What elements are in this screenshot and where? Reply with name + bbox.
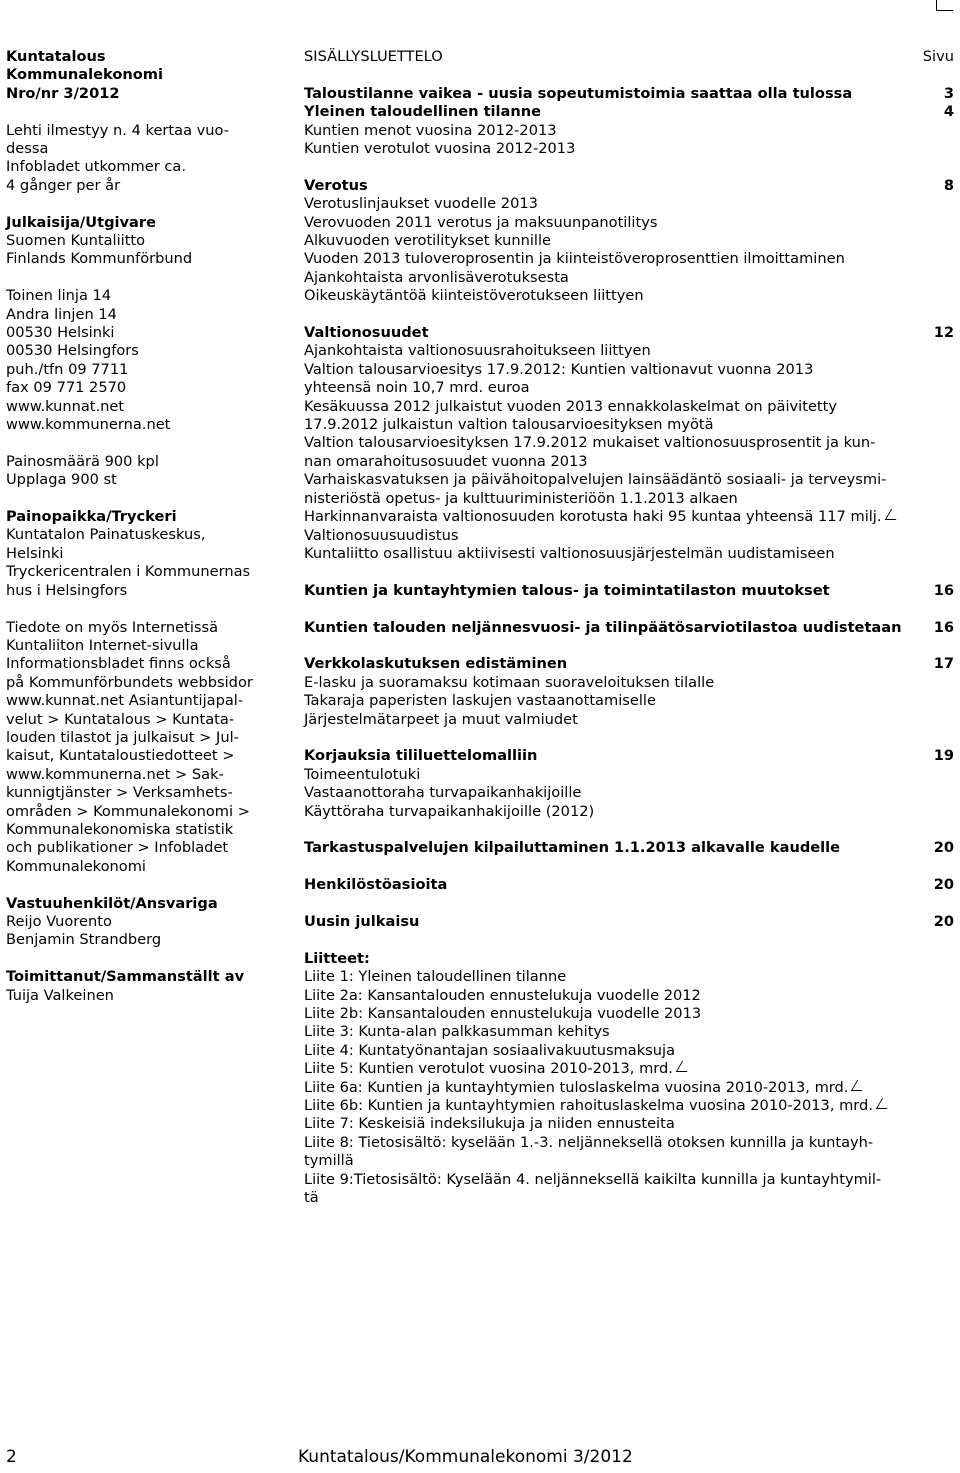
section-title-text: Liitteet: <box>304 949 370 967</box>
toc-item: Harkinnanvaraista valtionosuuden korotusta haki 95 kuntaa yhteensä 117 milj. <box>304 508 954 526</box>
toc-item: Oikeuskäytäntöä kiinteistöverotukseen liittyen <box>304 287 644 305</box>
toc-item: Liite 2b: Kansantalouden ennustelukuja vuodelle 2013 <box>304 1004 702 1022</box>
toc-item: Liite 3: Kunta-alan palkkasumman kehitys <box>304 1023 610 1041</box>
toc-item: nisteriöstä opetus- ja kulttuuriministeriöön 1.1.2013 alkaen <box>304 489 738 507</box>
toc-item: Vuoden 2013 tuloveroprosentin ja kiinteistöveroprosenttien ilmoittaminen <box>304 250 845 268</box>
spacer <box>304 158 954 176</box>
section-page-number: 8 <box>943 176 954 194</box>
toc-item: Liite 9:Tietosisältö: Kyselään 4. neljänneksellä kaikilta kunnilla ja kuntayhtymil- <box>304 1170 882 1188</box>
section-title-text: Henkilöstöasioita <box>304 876 448 894</box>
toc-item: Valtionosuusuudistus <box>304 526 459 544</box>
section-title-text: Kuntien talouden neljännesvuosi- ja tilinpäätösarviotilastoa uudistetaan <box>304 618 902 636</box>
spacer <box>304 931 954 949</box>
toc-section <box>304 582 954 619</box>
toc-item: tymillä <box>304 1152 354 1170</box>
masthead-column <box>6 48 284 1005</box>
toc-section-title[interactable] <box>304 582 954 600</box>
toc-item: yhteensä noin 10,7 mrd. euroa <box>304 379 530 397</box>
section-title-text: Yleinen taloudellinen tilanne <box>304 103 542 121</box>
section-title-text: Korjauksia tililuettelomalliin <box>304 747 538 765</box>
printer-heading: Painopaikka/Tryckeri <box>6 508 177 526</box>
website-link[interactable]: www.kommunerna.net <box>6 416 171 434</box>
toc-section-title[interactable] <box>304 655 954 673</box>
toc-item: Liite 6b: Kuntien ja kuntayhtymien rahoituslaskelma vuosina 2010-2013, mrd. <box>304 1097 954 1115</box>
compiled-by: Tuija Valkeinen <box>6 986 114 1004</box>
section-page-number: 3 <box>943 84 954 102</box>
toc-item: Ajankohtaista valtionosuusrahoitukseen liittyen <box>304 342 651 360</box>
internet-info: Tiedote on myös Internetissä Kuntaliiton Internet-sivulla Informationsbladet finns också på Kommunförbundets webbsidor www.kunnat.net Asiantuntijapal- velut > Kuntatalous > Kuntata- louden tilastot ja julkaisut > Jul- kaisut, Kuntataloustiedotteet > www.kommunerna.net > Sak- kunnigtjänster > Verksamhets- områden > Kommunalekonomi > Kommunalekonomiska statistik och publikationer > Infobladet Kommunalekonomi <box>6 618 253 875</box>
toc-section <box>304 85 954 103</box>
section-title-text: Tarkastuspalvelujen kilpailuttaminen 1.1.2013 alkavalle kaudelle <box>304 839 841 857</box>
section-page-number: 20 <box>933 876 954 894</box>
section-title-text: Verotus <box>304 176 368 194</box>
toc-item: Valtion talousarvioesitys 17.9.2012: Kuntien valtionavut vuonna 2013 <box>304 360 814 378</box>
toc-section <box>304 876 954 913</box>
toc-item: Käyttöraha turvapaikanhakijoille (2012) <box>304 802 595 820</box>
toc-item: Verovuoden 2011 verotus ja maksuunpanotilitys <box>304 213 658 231</box>
spacer <box>304 895 954 913</box>
toc-item: Kuntien menot vuosina 2012-2013 <box>304 121 557 139</box>
toc-item: Liite 4: Kuntatyönantajan sosiaalivakuutusmaksuja <box>304 1041 676 1059</box>
toc-item: Liite 8: Tietosisältö: kyselään 1.-3. neljänneksellä otoksen kunnilla ja kuntayh- <box>304 1133 874 1151</box>
spacer <box>304 729 954 747</box>
toc-section <box>304 747 954 839</box>
toc-item: Toimeentulotuki <box>304 765 421 783</box>
spacer <box>304 306 954 324</box>
toc-section <box>304 655 954 747</box>
toc-heading: SISÄLLYSLUETTELO <box>304 48 443 65</box>
publication-frequency: Lehti ilmestyy n. 4 kertaa vuo- dessa Infobladet utkommer ca. 4 gånger per år <box>6 121 230 194</box>
toc-section <box>304 619 954 656</box>
responsible-persons: Reijo Vuorento Benjamin Strandberg <box>6 912 162 949</box>
toc-item: Liite 2a: Kansantalouden ennustelukuja vuodelle 2012 <box>304 986 701 1004</box>
toc-section-title[interactable] <box>304 85 954 103</box>
toc-section-title[interactable] <box>304 103 954 121</box>
toc-section-title[interactable] <box>304 324 954 342</box>
spacer <box>304 600 954 618</box>
toc-section-title[interactable] <box>304 747 954 765</box>
compiled-heading: Toimittanut/Sammanställt av <box>6 968 245 986</box>
toc-item: Valtion talousarvioesityksen 17.9.2012 mukaiset valtionosuusprosentit ja kun- <box>304 434 876 452</box>
toc-item: Kuntaliitto osallistuu aktiivisesti valtionosuusjärjestelmän uudistamiseen <box>304 544 835 562</box>
toc-section <box>304 177 954 324</box>
toc-section <box>304 103 954 177</box>
toc-section-title[interactable] <box>304 839 954 857</box>
spacer <box>304 858 954 876</box>
toc-item: Liite 1: Yleinen taloudellinen tilanne <box>304 968 567 986</box>
toc-item: Liite 6a: Kuntien ja kuntayhtymien tuloslaskelma vuosina 2010-2013, mrd. <box>304 1079 954 1097</box>
section-title-text: Taloustilanne vaikea - uusia sopeutumistoimia saattaa olla tulossa <box>304 84 853 102</box>
table-of-contents <box>304 48 954 1207</box>
page-number: 2 <box>6 1447 17 1467</box>
toc-item: Liite 5: Kuntien verotulot vuosina 2010-2013, mrd. <box>304 1060 954 1078</box>
section-title-text: Valtionosuudet <box>304 324 429 342</box>
toc-section-title[interactable] <box>304 619 954 637</box>
toc-section-title[interactable] <box>304 950 954 968</box>
spacer <box>304 821 954 839</box>
crop-mark <box>936 0 953 11</box>
toc-section-title[interactable] <box>304 876 954 894</box>
section-title-text: Verkkolaskutuksen edistäminen <box>304 655 568 673</box>
section-page-number: 16 <box>933 581 954 599</box>
masthead-title: Kuntatalous Kommunalekonomi Nro/nr 3/2012 <box>6 48 163 102</box>
address-block: Toinen linja 14 Andra linjen 14 00530 Helsinki 00530 Helsingfors puh./tfn 09 7711 fax 09 771 2570 www.kunnat.net www.kommunerna.net <box>6 287 284 434</box>
section-title-text: Uusin julkaisu <box>304 912 420 930</box>
toc-section <box>304 950 954 1208</box>
toc-item: tä <box>304 1189 319 1207</box>
toc-item: Varhaiskasvatuksen ja päivähoitopalvelujen lainsäädäntö sosiaali- ja terveysmi- <box>304 471 887 489</box>
section-title-text: Kuntien ja kuntayhtymien talous- ja toimintatilaston muutokset <box>304 581 830 599</box>
toc-item: 17.9.2012 julkaistun valtion talousarvioesityksen myötä <box>304 416 714 434</box>
publisher-heading: Julkaisija/Utgivare <box>6 213 156 231</box>
section-page-number: 20 <box>933 839 954 857</box>
section-page-number: 17 <box>933 655 954 673</box>
responsible-heading: Vastuuhenkilöt/Ansvariga <box>6 894 218 912</box>
section-page-number: 16 <box>933 618 954 636</box>
page-column-label: Sivu <box>922 48 954 65</box>
toc-section <box>304 324 954 582</box>
toc-item: Kuntien verotulot vuosina 2012-2013 <box>304 140 576 158</box>
spacer <box>304 637 954 655</box>
toc-item: Vastaanottoraha turvapaikanhakijoille <box>304 784 582 802</box>
section-page-number: 19 <box>933 747 954 765</box>
euro-sign-icon <box>876 1098 893 1109</box>
toc-item: Verotuslinjaukset vuodelle 2013 <box>304 195 538 213</box>
toc-section <box>304 913 954 950</box>
euro-sign-icon <box>884 509 901 520</box>
toc-section <box>304 839 954 876</box>
publisher: Suomen Kuntaliitto Finlands Kommunförbund <box>6 232 193 268</box>
toc-item: nan omarahoitusosuudet vuonna 2013 <box>304 452 588 470</box>
toc-item: Kesäkuussa 2012 julkaistut vuoden 2013 ennakkolaskelmat on päivitetty <box>304 397 838 415</box>
euro-sign-icon <box>676 1061 693 1072</box>
section-page-number: 12 <box>933 324 954 342</box>
toc-header <box>304 48 954 66</box>
toc-sections <box>304 85 954 1208</box>
printer: Kuntatalon Painatuskeskus, Helsinki Tryckericentralen i Kommunernas hus i Helsingfors <box>6 526 251 599</box>
toc-item: Liite 7: Keskeisiä indeksilukuja ja niiden ennusteita <box>304 1115 675 1133</box>
euro-sign-icon <box>851 1080 868 1091</box>
print-run: Painosmäärä 900 kpl Upplaga 900 st <box>6 452 159 489</box>
toc-section-title[interactable] <box>304 177 954 195</box>
toc-item: Alkuvuoden verotilitykset kunnille <box>304 232 551 250</box>
toc-item: Takaraja paperisten laskujen vastaanottamiselle <box>304 692 656 710</box>
publication-name: Kuntatalous/Kommunalekonomi 3/2012 <box>298 1447 633 1467</box>
toc-item: Järjestelmätarpeet ja muut valmiudet <box>304 710 578 728</box>
website-link[interactable]: www.kunnat.net <box>6 397 125 415</box>
section-page-number: 20 <box>933 912 954 930</box>
toc-item: Ajankohtaista arvonlisäverotuksesta <box>304 268 569 286</box>
toc-item: E-lasku ja suoramaksu kotimaan suoraveloituksen tilalle <box>304 673 715 691</box>
spacer <box>304 563 954 581</box>
toc-section-title[interactable] <box>304 913 954 931</box>
section-page-number: 4 <box>943 103 954 121</box>
